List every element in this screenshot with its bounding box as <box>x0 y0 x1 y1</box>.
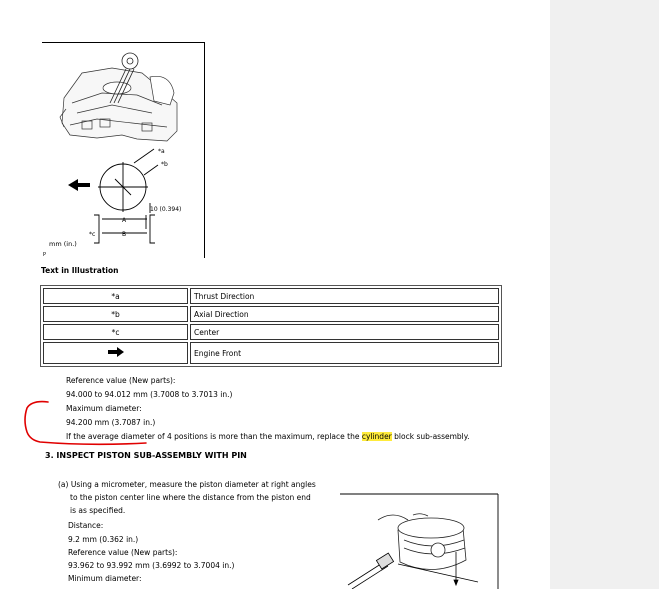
cyl-max-label: Maximum diameter: <box>66 404 142 413</box>
unit-label: mm (in.) <box>49 240 77 248</box>
legend-key: *c <box>43 324 188 340</box>
table-row <box>43 288 499 304</box>
left-arrow-icon <box>68 179 90 191</box>
illustration-title: Text in Illustration <box>41 266 119 275</box>
step-a-line1: (a) Using a micrometer, measure the piston diameter at right angles <box>58 480 316 489</box>
piston-ref-label: Reference value (New parts): <box>68 548 178 557</box>
legend-value: Center <box>190 324 499 340</box>
legend-key: *a <box>43 288 188 304</box>
right-arrow-icon <box>108 347 124 357</box>
label-b: *b <box>161 161 168 168</box>
legend-key: *b <box>43 306 188 322</box>
step-a-line3: is as specified. <box>70 506 126 515</box>
cyl-ref-label: Reference value (New parts): <box>66 376 176 385</box>
distance-value: 9.2 mm (0.362 in.) <box>68 535 139 544</box>
label-a: *a <box>158 148 165 155</box>
dimension-value: 10 (0.394) <box>150 206 182 213</box>
illustration-legend-table <box>40 285 502 367</box>
cyl-ref-value: 94.000 to 94.012 mm (3.7008 to 3.7013 in.) <box>66 390 233 399</box>
table-row <box>43 342 499 364</box>
bore-cross-section <box>98 149 158 212</box>
legend-value: Axial Direction <box>190 306 499 322</box>
engine-block-sketch <box>60 68 177 141</box>
piston-micrometer-illustration <box>338 490 500 589</box>
bore-gauge-illustration <box>42 42 205 258</box>
legend-key <box>43 342 188 364</box>
cyl-max-value: 94.200 mm (3.7087 in.) <box>66 418 156 427</box>
table-row <box>43 306 499 322</box>
dim-A-label: A <box>122 217 127 224</box>
step-a-line2: to the piston center line where the distance from the piston end <box>70 493 311 502</box>
legend-value: Engine Front <box>190 342 499 364</box>
legend-value: Thrust Direction <box>190 288 499 304</box>
piston-min-label: Minimum diameter: <box>68 574 142 583</box>
cyl-note-after: block sub-assembly. <box>391 432 470 441</box>
cyl-note-before: If the average diameter of 4 positions is more than the maximum, replace the <box>66 432 362 441</box>
distance-label: Distance: <box>68 521 104 530</box>
table-row <box>43 324 499 340</box>
corner-code: P <box>43 252 47 258</box>
label-c: *c <box>89 231 96 238</box>
section-heading: 3. INSPECT PISTON SUB-ASSEMBLY WITH PIN <box>45 451 247 460</box>
dim-B-label: B <box>122 231 127 238</box>
cyl-note-highlight: cylinder <box>361 432 392 441</box>
piston-ref-value: 93.962 to 93.992 mm (3.6992 to 3.7004 in.) <box>68 561 235 570</box>
bore-measurement-drawing <box>42 43 204 258</box>
cyl-note <box>66 432 470 441</box>
